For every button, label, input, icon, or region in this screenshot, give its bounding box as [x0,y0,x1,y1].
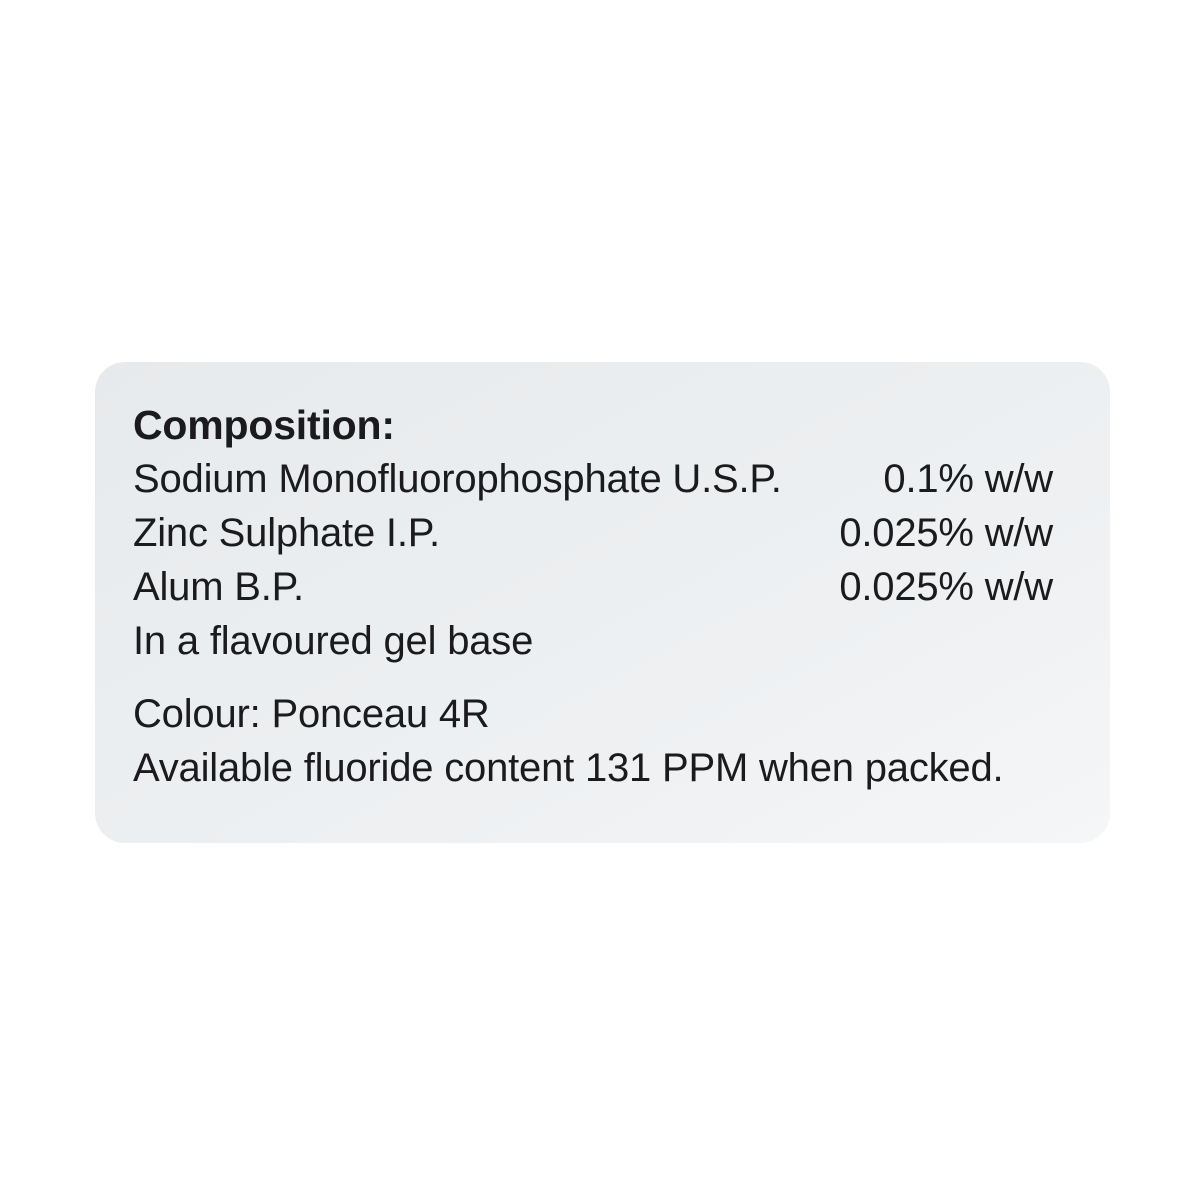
ingredient-name: Zinc Sulphate I.P. [133,511,440,555]
label-title: Composition: [133,402,395,448]
composition-label [95,362,1110,843]
fluoride-note: Available fluoride content 131 PPM when packed. [133,746,1004,790]
notes-group [133,687,1053,795]
base-note: In a flavoured gel base [133,619,534,663]
ingredient-value: 0.1% w/w [883,457,1053,501]
ingredient-row [133,560,1053,614]
ingredient-value: 0.025% w/w [839,565,1053,609]
ingredient-row [133,506,1053,560]
ingredient-name: Sodium Monofluorophosphate U.S.P. [133,457,782,501]
colour-note: Colour: Ponceau 4R [133,692,490,736]
ingredient-value: 0.025% w/w [839,511,1053,555]
ingredient-row [133,452,1053,506]
ingredient-name: Alum B.P. [133,565,304,609]
